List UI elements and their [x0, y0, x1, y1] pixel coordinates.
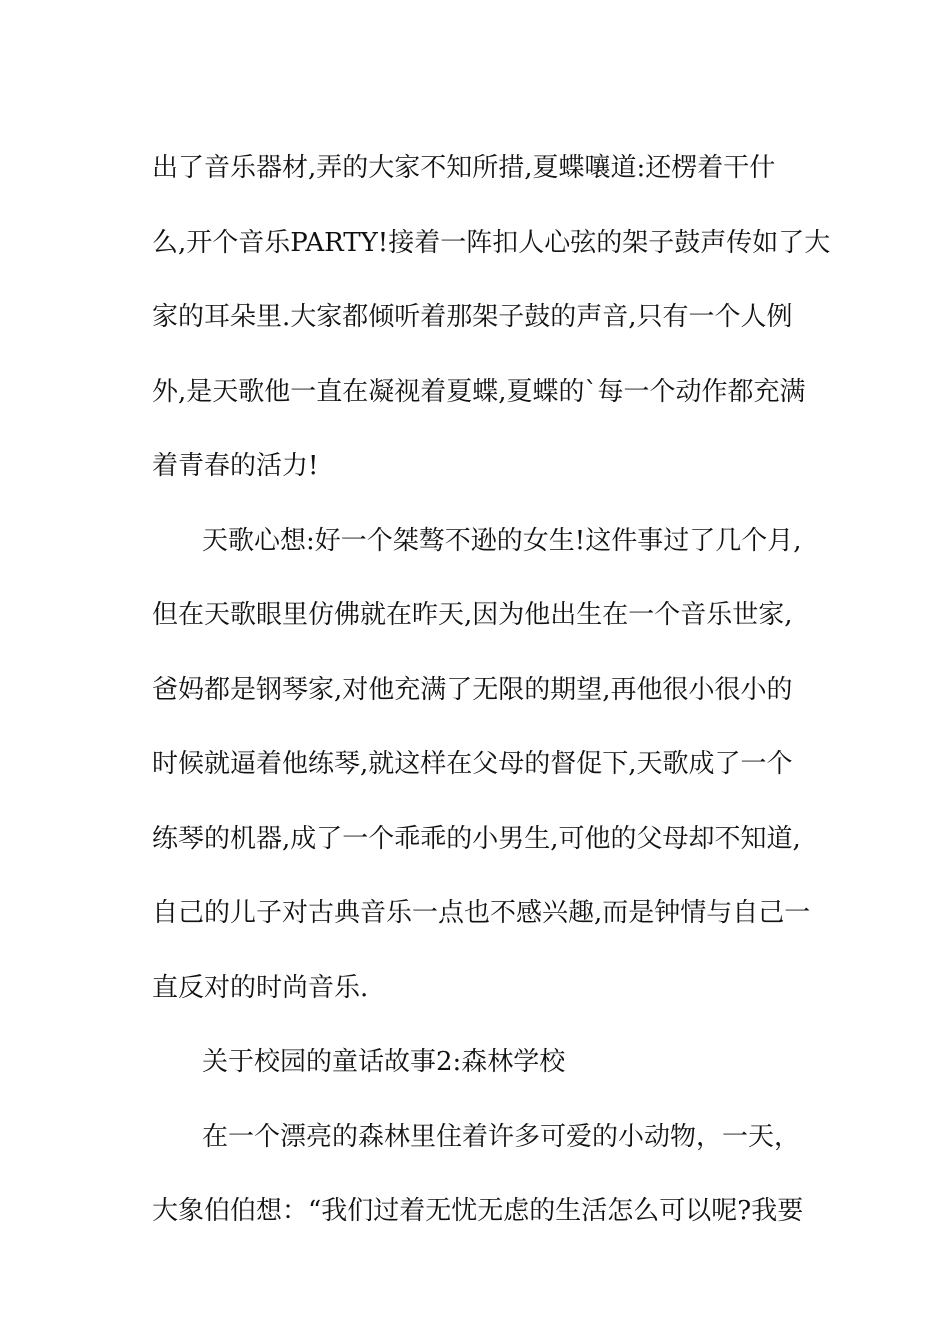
text-line-2: 么,开个音乐PARTY!接着一阵扣人心弦的架子鼓声传如了大	[152, 227, 831, 258]
text-line-1: 出了音乐器材,弄的大家不知所措,夏蝶嚷道:还楞着干什	[152, 153, 776, 183]
text-line-14: 在一个漂亮的森林里住着许多可爱的小动物，一天，	[202, 1121, 801, 1152]
text-line-9: 时候就逼着他练琴,就这样在父母的督促下,天歌成了一个	[152, 749, 793, 779]
text-line-3: 家的耳朵里.大家都倾听着那架子鼓的声音,只有一个人例	[152, 302, 793, 332]
text-line-10: 练琴的机器,成了一个乖乖的小男生,可他的父母却不知道,	[152, 823, 801, 854]
text-line-5: 着青春的活力!	[152, 451, 319, 481]
text-line-15: 大象伯伯想：“我们过着无忧无虑的生活怎么可以呢?我要	[152, 1196, 804, 1226]
text-line-11: 自己的儿子对古典音乐一点也不感兴趣,而是钟情与自己一	[152, 898, 811, 928]
text-line-7: 但在天歌眼里仿佛就在昨天,因为他出生在一个音乐世家,	[152, 600, 793, 630]
section-heading: 关于校园的童话故事2:森林学校	[202, 1047, 566, 1077]
text-line-8: 爸妈都是钢琴家,对他充满了无限的期望,再他很小很小的	[152, 674, 793, 705]
text-line-6: 天歌心想:好一个桀骜不逊的女生!这件事过了几个月,	[202, 525, 802, 556]
text-line-12: 直反对的时尚音乐.	[152, 972, 369, 1003]
text-line-4: 外,是天歌他一直在凝视着夏蝶,夏蝶的`每一个动作都充满	[152, 376, 806, 407]
body-text	[152, 131, 831, 1249]
